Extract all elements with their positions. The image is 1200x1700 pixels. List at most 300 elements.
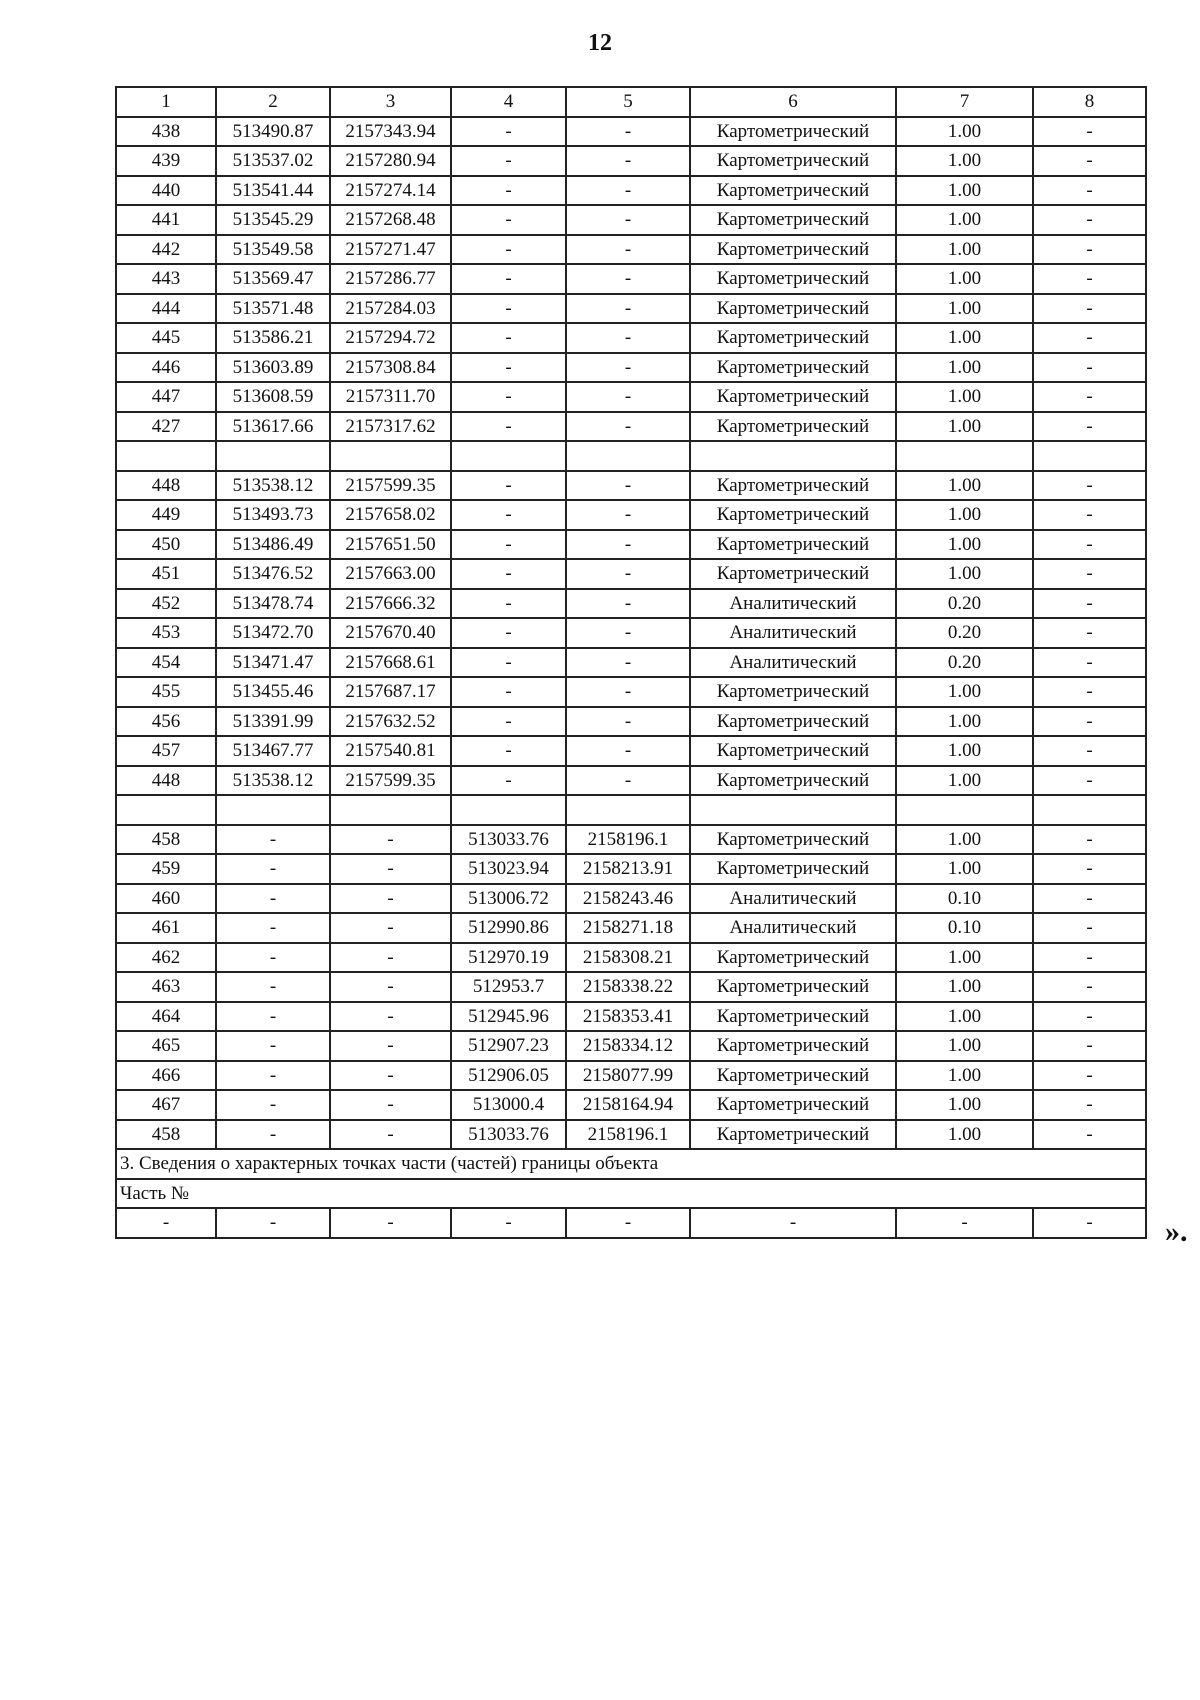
table-cell: 2158077.99 [566, 1061, 690, 1091]
table-cell: - [451, 412, 566, 442]
table-cell: - [216, 972, 330, 1002]
empty-separator-row [116, 795, 1146, 825]
table-cell: - [1033, 117, 1146, 147]
table-cell: Картометрический [690, 205, 896, 235]
table-cell: - [1033, 913, 1146, 943]
table-cell: - [216, 1061, 330, 1091]
empty-cell [690, 795, 896, 825]
table-cell: - [566, 353, 690, 383]
header-row [116, 87, 1146, 117]
table-cell: Картометрический [690, 235, 896, 265]
table-cell: - [451, 235, 566, 265]
table-cell: - [451, 323, 566, 353]
table-cell: - [330, 1208, 451, 1238]
table-cell: - [330, 884, 451, 914]
table-cell: Картометрический [690, 1090, 896, 1120]
table-cell: 1.00 [896, 943, 1033, 973]
table-cell: Картометрический [690, 1120, 896, 1150]
section-title-row [116, 1149, 1146, 1179]
table-cell: - [566, 205, 690, 235]
table-cell: 465 [116, 1031, 216, 1061]
table-cell: - [451, 205, 566, 235]
table-cell: Картометрический [690, 412, 896, 442]
table-cell: - [1033, 235, 1146, 265]
table-cell: - [451, 294, 566, 324]
table-body [116, 87, 1146, 1238]
table-cell: Картометрический [690, 1061, 896, 1091]
table-cell: - [566, 1208, 690, 1238]
table-cell: 1.00 [896, 1090, 1033, 1120]
table-cell: 3 [330, 87, 451, 117]
table-row [116, 589, 1146, 619]
table-cell: 513023.94 [451, 854, 566, 884]
table-cell: Картометрический [690, 176, 896, 206]
table-cell: 513537.02 [216, 146, 330, 176]
table-cell: - [216, 1208, 330, 1238]
table-row [116, 1120, 1146, 1150]
table-cell: 2158243.46 [566, 884, 690, 914]
table-cell: 0.20 [896, 648, 1033, 678]
table-cell: 466 [116, 1061, 216, 1091]
table-cell: - [1033, 1002, 1146, 1032]
table-cell: Картометрический [690, 943, 896, 973]
table-cell: - [330, 854, 451, 884]
table-row [116, 825, 1146, 855]
table-cell: 2157687.17 [330, 677, 451, 707]
table-cell: - [566, 323, 690, 353]
table-cell: 1.00 [896, 559, 1033, 589]
table-row [116, 972, 1146, 1002]
table-cell: 0.20 [896, 589, 1033, 619]
table-cell: 513472.70 [216, 618, 330, 648]
table-cell: Картометрический [690, 736, 896, 766]
table-cell: 447 [116, 382, 216, 412]
table-row [116, 176, 1146, 206]
table-cell: - [330, 913, 451, 943]
table-row [116, 146, 1146, 176]
table-cell: 1.00 [896, 1120, 1033, 1150]
table-cell: - [1033, 972, 1146, 1002]
table-cell: 449 [116, 500, 216, 530]
table-cell: 513467.77 [216, 736, 330, 766]
table-cell: Картометрический [690, 530, 896, 560]
table-cell: 462 [116, 943, 216, 973]
table-cell: - [1033, 943, 1146, 973]
table-cell: Картометрический [690, 146, 896, 176]
table-cell: - [1033, 500, 1146, 530]
table-cell: Картометрический [690, 264, 896, 294]
table-cell: 427 [116, 412, 216, 442]
table-cell: 444 [116, 294, 216, 324]
table-cell: - [1033, 854, 1146, 884]
table-row [116, 323, 1146, 353]
table-cell: - [330, 1061, 451, 1091]
table-cell: 2158271.18 [566, 913, 690, 943]
table-cell: 512945.96 [451, 1002, 566, 1032]
table-cell: - [451, 264, 566, 294]
table-cell: 1.00 [896, 707, 1033, 737]
table-cell: 459 [116, 854, 216, 884]
table-cell: 513478.74 [216, 589, 330, 619]
table-row [116, 353, 1146, 383]
table-cell: - [451, 766, 566, 796]
table-cell: - [566, 618, 690, 648]
table-row [116, 500, 1146, 530]
part-label: Часть № [116, 1179, 1146, 1209]
table-cell: 463 [116, 972, 216, 1002]
table-cell: - [216, 913, 330, 943]
empty-cell [216, 795, 330, 825]
table-cell: 1.00 [896, 736, 1033, 766]
table-cell: - [451, 736, 566, 766]
table-row [116, 618, 1146, 648]
table-cell: 1.00 [896, 146, 1033, 176]
table-cell: 445 [116, 323, 216, 353]
table-cell: 512907.23 [451, 1031, 566, 1061]
table-cell: - [566, 264, 690, 294]
table-cell: - [566, 382, 690, 412]
table-cell: Картометрический [690, 294, 896, 324]
table-cell: Картометрический [690, 677, 896, 707]
table-cell: 2157632.52 [330, 707, 451, 737]
table-cell: - [1033, 677, 1146, 707]
table-cell: 2157668.61 [330, 648, 451, 678]
table-cell: 512970.19 [451, 943, 566, 973]
table-cell: 2157666.32 [330, 589, 451, 619]
table-cell: 2158338.22 [566, 972, 690, 1002]
table-cell: - [1033, 412, 1146, 442]
table-cell: 448 [116, 471, 216, 501]
empty-separator-row [116, 441, 1146, 471]
table-cell: 460 [116, 884, 216, 914]
table-cell: Картометрический [690, 766, 896, 796]
table-cell: Картометрический [690, 972, 896, 1002]
table-cell: 467 [116, 1090, 216, 1120]
table-cell: 2158196.1 [566, 825, 690, 855]
empty-cell [116, 441, 216, 471]
empty-cell [690, 441, 896, 471]
table-cell: - [566, 117, 690, 147]
empty-cell [1033, 795, 1146, 825]
table-cell: 458 [116, 1120, 216, 1150]
table-row [116, 766, 1146, 796]
table-cell: Картометрический [690, 1031, 896, 1061]
table-cell: - [330, 1031, 451, 1061]
table-cell: - [216, 825, 330, 855]
table-cell: 513033.76 [451, 825, 566, 855]
table-cell: - [1033, 589, 1146, 619]
table-cell: - [216, 943, 330, 973]
table-cell: 456 [116, 707, 216, 737]
empty-cell [566, 441, 690, 471]
table-cell: 1.00 [896, 323, 1033, 353]
empty-cell [116, 795, 216, 825]
table-cell: 2157317.62 [330, 412, 451, 442]
table-cell: 2158308.21 [566, 943, 690, 973]
empty-cell [566, 795, 690, 825]
table-cell: 450 [116, 530, 216, 560]
empty-cell [216, 441, 330, 471]
table-cell: - [1033, 766, 1146, 796]
table-cell: Аналитический [690, 648, 896, 678]
table-cell: 513538.12 [216, 471, 330, 501]
table-row [116, 854, 1146, 884]
table-cell: Картометрический [690, 825, 896, 855]
table-cell: - [1033, 1120, 1146, 1150]
table-cell: 1.00 [896, 677, 1033, 707]
table-cell: 2157268.48 [330, 205, 451, 235]
table-row [116, 884, 1146, 914]
table-cell: - [1033, 264, 1146, 294]
table-cell: 513471.47 [216, 648, 330, 678]
table-cell: Аналитический [690, 884, 896, 914]
table-cell: 1 [116, 87, 216, 117]
table-cell: 513608.59 [216, 382, 330, 412]
table-cell: - [216, 1002, 330, 1032]
table-cell: 2157284.03 [330, 294, 451, 324]
part-label-row [116, 1179, 1146, 1209]
table-cell: - [566, 530, 690, 560]
table-cell: 438 [116, 117, 216, 147]
table-cell: 1.00 [896, 500, 1033, 530]
table-cell: 2157311.70 [330, 382, 451, 412]
table-row [116, 264, 1146, 294]
table-cell: Картометрический [690, 382, 896, 412]
table-cell: - [1033, 707, 1146, 737]
table-cell: - [1033, 205, 1146, 235]
table-row [116, 1090, 1146, 1120]
table-cell: - [566, 471, 690, 501]
table-cell: - [1033, 1061, 1146, 1091]
table-cell: 442 [116, 235, 216, 265]
table-row [116, 1002, 1146, 1032]
table-cell: Картометрический [690, 854, 896, 884]
table-cell: 1.00 [896, 205, 1033, 235]
table-cell: 1.00 [896, 825, 1033, 855]
table-cell: Аналитический [690, 618, 896, 648]
table-cell: 6 [690, 87, 896, 117]
table-cell: 513006.72 [451, 884, 566, 914]
table-cell: - [1033, 736, 1146, 766]
table-cell: 0.10 [896, 913, 1033, 943]
table-cell: Картометрический [690, 707, 896, 737]
empty-cell [330, 441, 451, 471]
table-cell: 7 [896, 87, 1033, 117]
table-cell: 513538.12 [216, 766, 330, 796]
table-cell: - [451, 707, 566, 737]
table-cell: 2158334.12 [566, 1031, 690, 1061]
table-row [116, 648, 1146, 678]
table-cell: - [451, 677, 566, 707]
table-row [116, 294, 1146, 324]
table-cell: 513391.99 [216, 707, 330, 737]
table-cell: 513490.87 [216, 117, 330, 147]
table-cell: - [451, 382, 566, 412]
table-cell: 5 [566, 87, 690, 117]
table-cell: 513455.46 [216, 677, 330, 707]
table-cell: - [1033, 618, 1146, 648]
table-cell: - [116, 1208, 216, 1238]
table-cell: 457 [116, 736, 216, 766]
empty-cell [451, 441, 566, 471]
table-cell: 2158164.94 [566, 1090, 690, 1120]
table-row [116, 677, 1146, 707]
table-cell: - [451, 146, 566, 176]
table-cell: - [451, 471, 566, 501]
table-cell: 0.10 [896, 884, 1033, 914]
table-cell: Картометрический [690, 471, 896, 501]
table-cell: 2158213.91 [566, 854, 690, 884]
table-cell: 441 [116, 205, 216, 235]
table-row [116, 943, 1146, 973]
table-cell: 1.00 [896, 176, 1033, 206]
table-cell: 2157280.94 [330, 146, 451, 176]
table-cell: 513541.44 [216, 176, 330, 206]
table-cell: - [216, 1031, 330, 1061]
table-cell: - [1033, 382, 1146, 412]
table-cell: 513000.4 [451, 1090, 566, 1120]
table-cell: 2157658.02 [330, 500, 451, 530]
table-cell: 513549.58 [216, 235, 330, 265]
table-cell: 513571.48 [216, 294, 330, 324]
table-cell: - [1033, 648, 1146, 678]
table-cell: - [566, 766, 690, 796]
table-cell: 512990.86 [451, 913, 566, 943]
table-cell: 512906.05 [451, 1061, 566, 1091]
table-cell: - [451, 530, 566, 560]
table-cell: - [1033, 884, 1146, 914]
table-cell: - [330, 943, 451, 973]
table-cell: 2157274.14 [330, 176, 451, 206]
table-cell: 2 [216, 87, 330, 117]
page-number: 12 [588, 30, 612, 56]
table-cell: - [1033, 146, 1146, 176]
table-cell: 443 [116, 264, 216, 294]
table-cell: 2157663.00 [330, 559, 451, 589]
table-cell: - [896, 1208, 1033, 1238]
table-cell: - [690, 1208, 896, 1238]
table-cell: 513493.73 [216, 500, 330, 530]
table-cell: - [1033, 530, 1146, 560]
table-cell: - [1033, 1208, 1146, 1238]
table-cell: - [566, 412, 690, 442]
table-cell: - [330, 825, 451, 855]
table-cell: 1.00 [896, 117, 1033, 147]
table-cell: 1.00 [896, 382, 1033, 412]
table-cell: 1.00 [896, 264, 1033, 294]
table-cell: 2157271.47 [330, 235, 451, 265]
table-cell: 513545.29 [216, 205, 330, 235]
table-cell: - [330, 1090, 451, 1120]
table-cell: 2157670.40 [330, 618, 451, 648]
table-cell: - [1033, 353, 1146, 383]
table-cell: 2157286.77 [330, 264, 451, 294]
table-cell: 1.00 [896, 1061, 1033, 1091]
table-cell: - [1033, 294, 1146, 324]
table-cell: 2157599.35 [330, 471, 451, 501]
empty-cell [1033, 441, 1146, 471]
table-cell: 513603.89 [216, 353, 330, 383]
table-row [116, 707, 1146, 737]
empty-cell [896, 441, 1033, 471]
table-cell: 2157294.72 [330, 323, 451, 353]
section-title: 3. Сведения о характерных точках части (частей) границы объекта [116, 1149, 1146, 1179]
table-cell: 2157651.50 [330, 530, 451, 560]
table-cell: - [566, 648, 690, 678]
table-cell: - [1033, 176, 1146, 206]
table-cell: - [566, 176, 690, 206]
table-cell: - [1033, 1031, 1146, 1061]
table-cell: - [451, 589, 566, 619]
table-cell: 458 [116, 825, 216, 855]
table-row [116, 235, 1146, 265]
table-cell: 454 [116, 648, 216, 678]
empty-cell [330, 795, 451, 825]
table-cell: 451 [116, 559, 216, 589]
table-cell: - [451, 648, 566, 678]
table-row [116, 117, 1146, 147]
table-row [116, 1208, 1146, 1238]
table-row [116, 412, 1146, 442]
table-cell: Аналитический [690, 913, 896, 943]
closing-quote-mark: ». [1165, 1215, 1188, 1248]
table-cell: - [1033, 559, 1146, 589]
table-cell: Картометрический [690, 117, 896, 147]
table-cell: - [566, 294, 690, 324]
table-cell: - [566, 736, 690, 766]
table-cell: - [216, 1090, 330, 1120]
table-cell: Картометрический [690, 1002, 896, 1032]
table-cell: 2157540.81 [330, 736, 451, 766]
table-cell: - [1033, 323, 1146, 353]
table-cell: 513617.66 [216, 412, 330, 442]
table-cell: Картометрический [690, 323, 896, 353]
table-cell: 1.00 [896, 972, 1033, 1002]
table-cell: 448 [116, 766, 216, 796]
table-cell: 1.00 [896, 412, 1033, 442]
table-cell: 453 [116, 618, 216, 648]
table-cell: 455 [116, 677, 216, 707]
table-cell: 2157343.94 [330, 117, 451, 147]
table-cell: 461 [116, 913, 216, 943]
table-row [116, 1061, 1146, 1091]
table-cell: 4 [451, 87, 566, 117]
table-cell: - [566, 146, 690, 176]
table-cell: - [451, 1208, 566, 1238]
table-cell: 0.20 [896, 618, 1033, 648]
table-cell: 2157308.84 [330, 353, 451, 383]
table-cell: 513569.47 [216, 264, 330, 294]
empty-cell [451, 795, 566, 825]
table-cell: 1.00 [896, 353, 1033, 383]
table-cell: 446 [116, 353, 216, 383]
table-cell: 513033.76 [451, 1120, 566, 1150]
table-cell: 2157599.35 [330, 766, 451, 796]
table-cell: 1.00 [896, 471, 1033, 501]
table-cell: - [451, 117, 566, 147]
table-cell: - [1033, 471, 1146, 501]
table-cell: 512953.7 [451, 972, 566, 1002]
table-cell: - [216, 1120, 330, 1150]
table-cell: - [566, 235, 690, 265]
table-row [116, 913, 1146, 943]
table-cell: Картометрический [690, 353, 896, 383]
table-cell: - [451, 500, 566, 530]
table-cell: 1.00 [896, 854, 1033, 884]
table-cell: Картометрический [690, 559, 896, 589]
table-cell: 8 [1033, 87, 1146, 117]
table-row [116, 559, 1146, 589]
